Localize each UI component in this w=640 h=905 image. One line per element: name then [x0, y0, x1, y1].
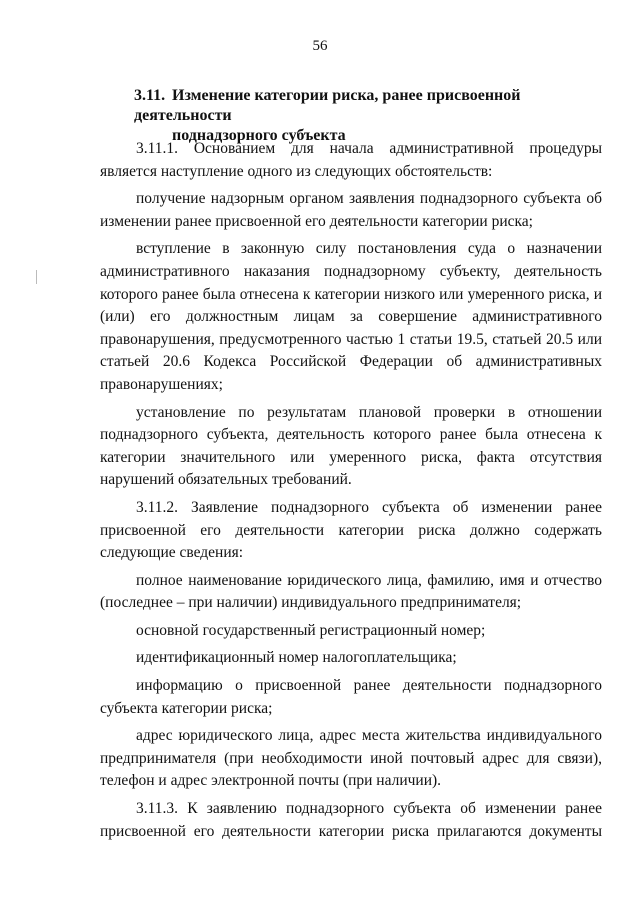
- paragraph-3-11-2: 3.11.2. Заявление поднадзорного субъекта об изменении ранее присвоенной его деятельности категории риска должно содержать следующие сведения:: [100, 498, 602, 562]
- list-item-risk-category: информацию о присвоенной ранее деятельности поднадзорного субъекта категории риска;: [100, 677, 602, 717]
- margin-mark: [36, 270, 37, 284]
- document-body: [100, 133, 602, 843]
- paragraph-grounds-application: получение надзорным органом заявления поднадзорного субъекта об изменении ранее присвоенной его деятельности категории риска;: [100, 190, 602, 230]
- section-number: 3.11.: [134, 87, 166, 104]
- section-title-line-2: поднадзорного субъекта: [172, 127, 346, 144]
- list-item-inn: идентификационный номер налогоплательщика;: [136, 649, 457, 667]
- list-item-ogrn: основной государственный регистрационный номер;: [136, 621, 486, 639]
- section-title-line-1: Изменение категории риска, ранее присвоенной деятельности: [134, 87, 521, 124]
- paragraph-grounds-inspection: установление по результатам плановой проверки в отношении поднадзорного субъекта, деятельность которого ранее была отнесена к категории значительного или умеренного риска, факта отсутствия нарушений обязательных требований.: [100, 403, 602, 489]
- list-item-full-name: полное наименование юридического лица, фамилию, имя и отчество (последнее – при наличии) индивидуального предпринимателя;: [100, 571, 602, 612]
- list-item-address: адрес юридического лица, адрес места жительства индивидуального предпринимателя (при необходимости иной почтовый адрес для связи), телефон и адрес электронной почты (при наличии).: [100, 727, 602, 790]
- page-number: 56: [312, 38, 328, 54]
- paragraph-3-11-1: 3.11.1. Основанием для начала административной процедуры является наступление одного из следующих обстоятельств:: [100, 140, 602, 180]
- paragraph-grounds-court: вступление в законную силу постановления суда о назначении административного наказания поднадзорному субъекту, деятельность которого ранее была отнесена к категории низкого или умеренного риска, и (или) его должностным лицам за совершение административного правонарушения, предусмотренного частью 1 статьи 19.5, статьей 20.5 или статьей 20.6 Кодекса Российской Федерации об административных правонарушениях;: [100, 240, 602, 393]
- paragraph-3-11-3: 3.11.3. К заявлению поднадзорного субъекта об изменении ранее присвоенной его деятельности категории риска прилагаются документы: [100, 800, 602, 840]
